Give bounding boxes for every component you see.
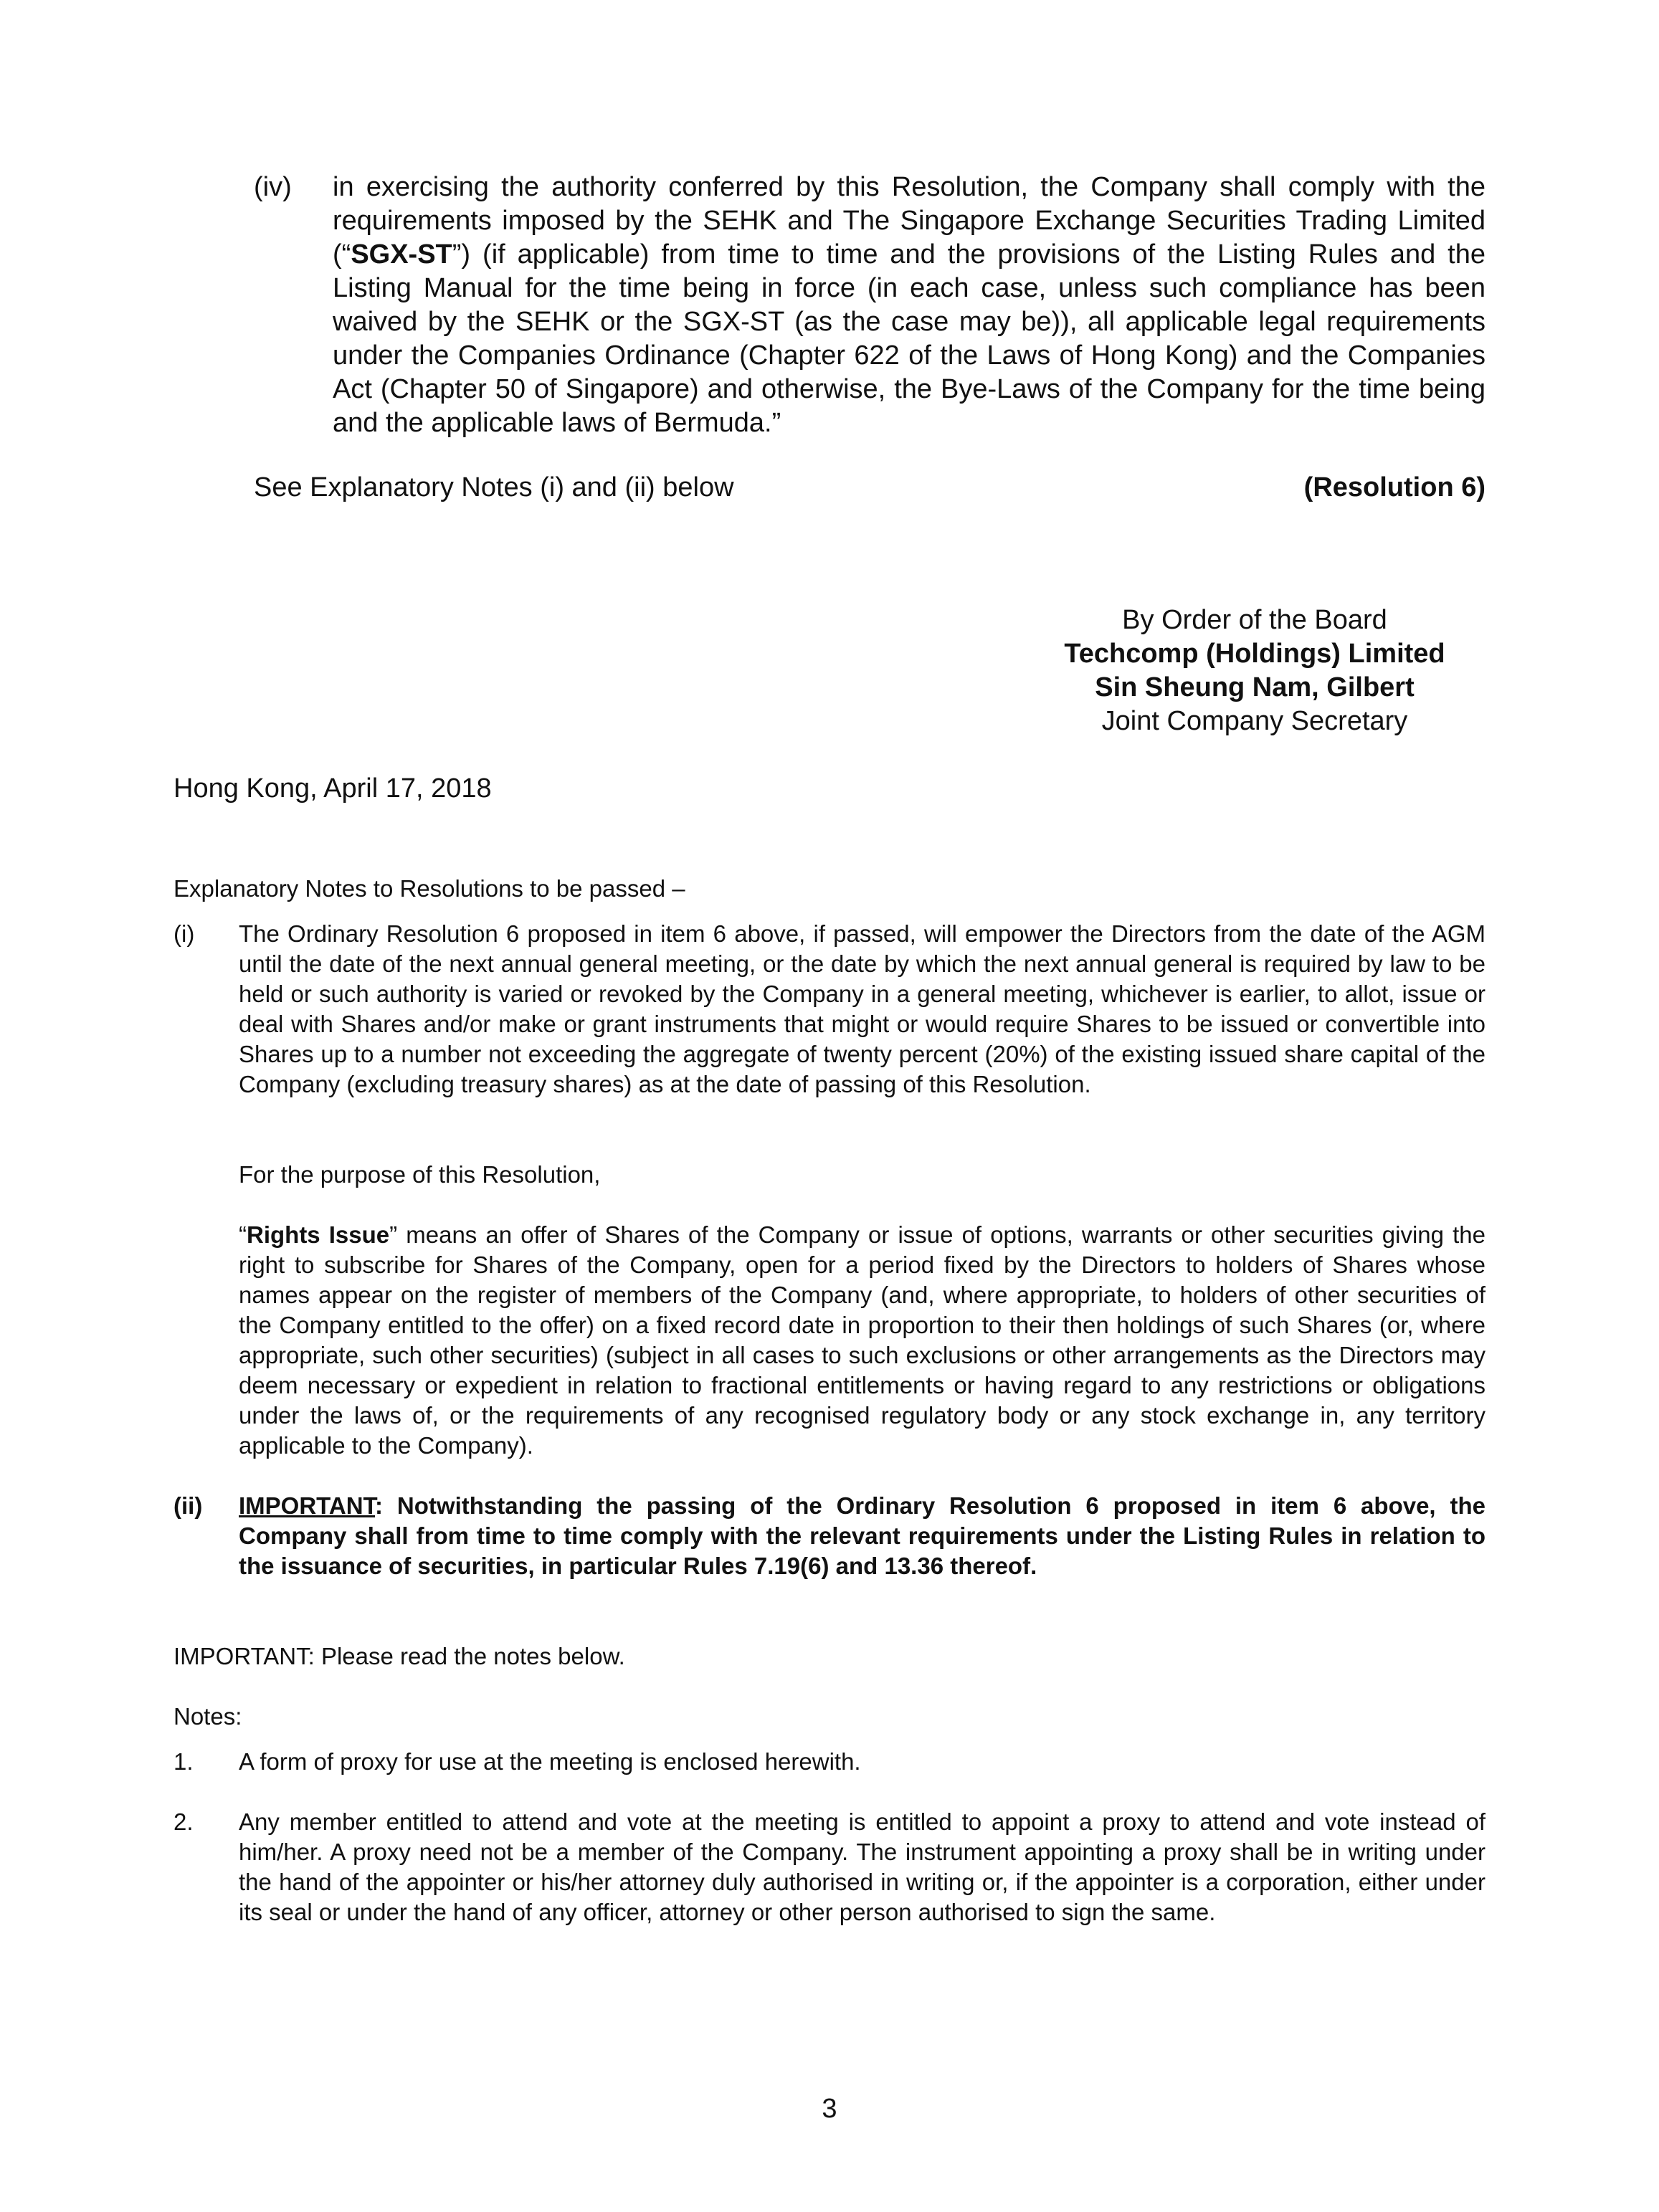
note-ii-important: IMPORTANT bbox=[239, 1492, 376, 1519]
rights-issue-definition bbox=[239, 1220, 1486, 1461]
note-i-marker: (i) bbox=[173, 920, 195, 947]
item-iv-text bbox=[333, 171, 1486, 440]
note-i-text: The Ordinary Resolution 6 proposed in item 6 above, if passed, will empower the Directors from the date of the AGM until the date of the next annual general meeting, or the date by which the next annual general is required by law to be held or such authority is varied or revoked by the Company in a general meeting, whichever is earlier, to allot, issue or deal with Shares and/or make or grant instruments that might or would require Shares to be issued or convertible into Shares up to a number not exceeding the aggregate of twenty percent (20%) of the existing issued share capital of the Company (excluding treasury shares) as at the date of passing of this Resolution. bbox=[239, 920, 1486, 1097]
note-1-marker: 1. bbox=[173, 1748, 194, 1775]
page-number: 3 bbox=[822, 2094, 837, 2124]
explanatory-heading: Explanatory Notes to Resolutions to be passed – bbox=[173, 875, 685, 902]
note-i-purpose: For the purpose of this Resolution, bbox=[239, 1161, 601, 1188]
note-1-text: A form of proxy for use at the meeting is enclosed herewith. bbox=[239, 1748, 861, 1775]
resolution-label: (Resolution 6) bbox=[1303, 472, 1486, 502]
important-read: IMPORTANT: Please read the notes below. bbox=[173, 1643, 625, 1669]
signature-company: Techcomp (Holdings) Limited bbox=[1064, 639, 1445, 669]
note-2-marker: 2. bbox=[173, 1808, 194, 1835]
notes-heading: Notes: bbox=[173, 1703, 242, 1730]
note-ii-body: : Notwithstanding the passing of the Ordinary Resolution 6 proposed in item 6 above, the Company shall from time to time comply with the relevant requirements under the Listing Rules in relation to the issuance of securities, in particular Rules 7.19(6) and 13.36 thereof. bbox=[239, 1492, 1486, 1579]
rights-issue-text: ” means an offer of Shares of the Company or issue of options, warrants or other securities giving the right to subscribe for Shares of the Company, open for a period fixed by the Directors to holders of Shares whose names appear on the register of members of the Company (and, where appropriate, to holders of other securities of the Company entitled to the offer) on a fixed record date in proportion to their then holdings of such Shares (or, where appropriate, such other securities) (subject in all cases to such exclusions or other arrangements as the Directors may deem necessary or expedient in relation to fractional entitlements or having regard to any restrictions or obligations under the laws of, or the requirements of any recognised regulatory body or any stock exchange in, any territory applicable to the Company). bbox=[239, 1221, 1486, 1459]
note-ii-marker: (ii) bbox=[173, 1492, 203, 1519]
place-date: Hong Kong, April 17, 2018 bbox=[173, 773, 492, 804]
note-2-text: Any member entitled to attend and vote at the meeting is entitled to appoint a proxy to attend and vote instead of him/her. A proxy need not be a member of the Company. The instrument appointing a proxy shall be in writing under the hand of the appointer or his/her attorney duly authorised in writing or, if the appointer is a corporation, either under its seal or under the hand of any officer, attorney or other person authorised to sign the same. bbox=[239, 1808, 1486, 1925]
see-explanatory-notes: See Explanatory Notes (i) and (ii) below bbox=[254, 472, 734, 502]
note-ii-text bbox=[239, 1491, 1486, 1581]
item-iv-text-bold: SGX-ST bbox=[351, 239, 452, 270]
rights-issue-term: Rights Issue bbox=[247, 1221, 390, 1248]
signature-line-order: By Order of the Board bbox=[1122, 605, 1387, 635]
rights-open-quote: “ bbox=[239, 1221, 247, 1248]
signature-title: Joint Company Secretary bbox=[1101, 706, 1408, 736]
item-iv-text-pre: in exercising the authority conferred by this Resolution, the Company shall comply with the requirements imposed by the SEHK and The Singapore Exchange Securities Trading Limited (“ bbox=[333, 172, 1486, 270]
item-iv-text-post: ”) (if applicable) from time to time and the provisions of the Listing Rules and the Listing Manual for the time being in force (in each case, unless such compliance has been waived by the SEHK or the SGX-ST (as the case may be)), all applicable legal requirements under the Companies Ordinance (Chapter 622 of the Laws of Hong Kong) and the Companies Act (Chapter 50 of Singapore) and otherwise, the Bye-Laws of the Company for the time being and the applicable laws of Bermuda.” bbox=[333, 239, 1486, 438]
item-iv-marker: (iv) bbox=[254, 172, 292, 202]
signature-name: Sin Sheung Nam, Gilbert bbox=[1095, 672, 1415, 702]
